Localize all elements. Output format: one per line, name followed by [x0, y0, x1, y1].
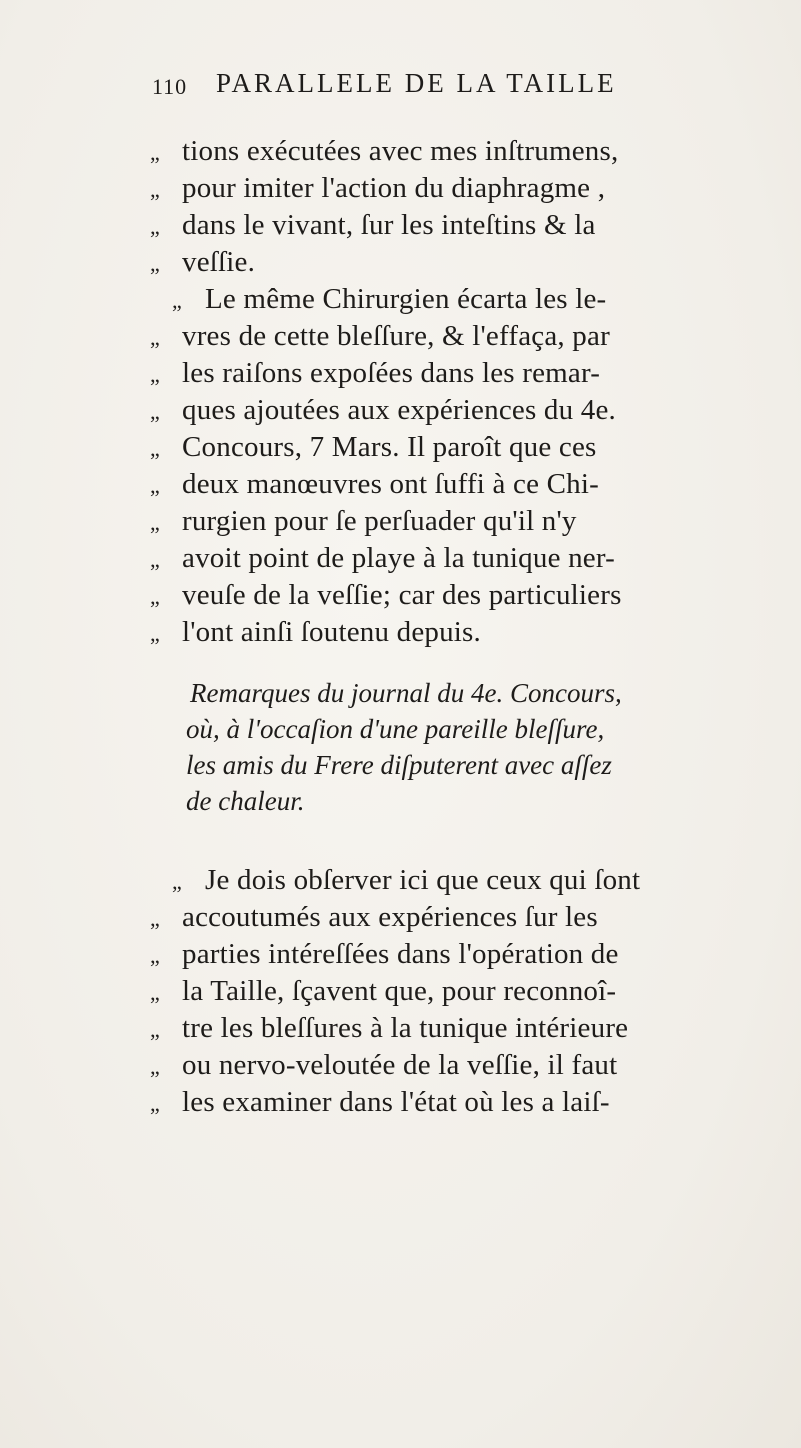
line-text: accoutumés aux expériences ſur les: [182, 901, 598, 933]
line-text: veſſie.: [182, 246, 256, 278]
line-text: l'ont ainſi ſoutenu depuis.: [182, 616, 481, 648]
quote-mark: „: [150, 584, 160, 609]
line-text: vres de cette bleſſure, & l'effaça, par: [182, 320, 610, 352]
quote-mark: „: [150, 177, 160, 202]
line-text: les examiner dans l'état où les a laiſ-: [182, 1086, 610, 1118]
line-text: les raiſons expoſées dans les remar-: [182, 357, 601, 389]
heading-line: Remarques du journal du 4e. Concours,: [190, 678, 622, 708]
quote-mark: „: [150, 906, 160, 931]
running-head: PARALLELE DE LA TAILLE: [216, 68, 617, 98]
line-text: pour imiter l'action du diaphragme ,: [182, 172, 606, 204]
heading-line: de chaleur.: [186, 786, 305, 816]
line-text: Le même Chirurgien écarta les le-: [205, 283, 607, 315]
page-header: [152, 64, 712, 104]
quote-mark: „: [150, 362, 160, 387]
line-text: Je dois obſerver ici que ceux qui ſont: [205, 864, 641, 896]
quote-mark: „: [150, 436, 160, 461]
heading-line: les amis du Frere diſputerent avec aſſez: [186, 750, 612, 780]
line-text: la Taille, ſçavent que, pour reconnoî-: [182, 975, 617, 1007]
line-text: deux manœuvres ont ſuffi à ce Chi-: [182, 468, 599, 500]
quote-mark: „: [150, 1054, 160, 1079]
quote-mark: „: [150, 980, 160, 1005]
quote-mark: „: [172, 288, 182, 313]
quote-mark: „: [150, 1091, 160, 1116]
quote-mark: „: [150, 1017, 160, 1042]
page-number: 110: [152, 74, 188, 99]
quote-mark: „: [150, 510, 160, 535]
quote-mark: „: [150, 943, 160, 968]
quote-mark: „: [150, 214, 160, 239]
quote-mark: „: [150, 251, 160, 276]
quote-mark: „: [150, 547, 160, 572]
line-text: Concours, 7 Mars. Il paroît que ces: [182, 431, 597, 463]
line-text: parties intéreſſées dans l'opération de: [182, 938, 619, 970]
heading-line: où, à l'occaſion d'une pareille bleſſure,: [186, 714, 605, 744]
line-text: ou nervo-veloutée de la veſſie, il faut: [182, 1049, 618, 1081]
line-text: veuſe de la veſſie; car des particuliers: [182, 579, 622, 611]
quote-mark: „: [150, 473, 160, 498]
line-text: tions exécutées avec mes inſtrumens,: [182, 135, 619, 167]
line-text: ques ajoutées aux expériences du 4e.: [182, 394, 616, 426]
quote-mark: „: [150, 325, 160, 350]
quote-mark: „: [172, 869, 182, 894]
quote-mark: „: [150, 399, 160, 424]
line-text: avoit point de playe à la tunique ner-: [182, 542, 616, 574]
quote-mark: „: [150, 621, 160, 646]
line-text: dans le vivant, ſur les inteſtins & la: [182, 209, 596, 241]
line-text: tre les bleſſures à la tunique intérieure: [182, 1012, 629, 1044]
quote-mark: „: [150, 140, 160, 165]
line-text: rurgien pour ſe perſuader qu'il n'y: [182, 505, 577, 537]
